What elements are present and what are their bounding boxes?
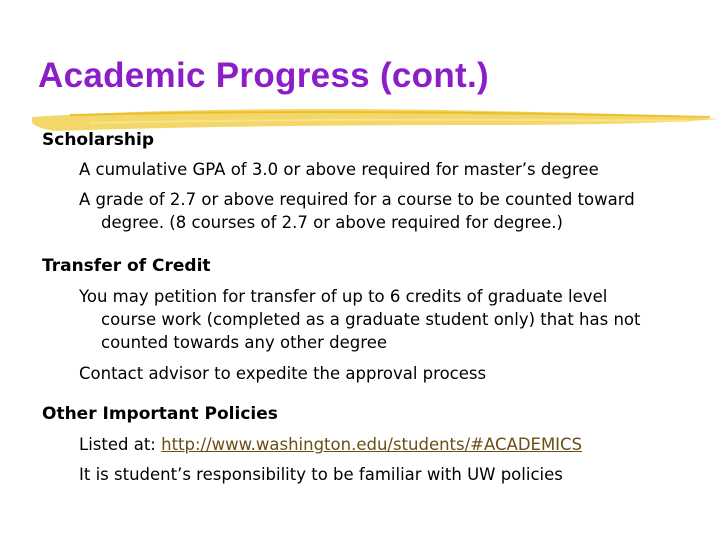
section-heading-transfer-credit: Transfer of Credit: [42, 256, 211, 276]
section-heading-other-policies: Other Important Policies: [42, 404, 278, 424]
slide-title: Academic Progress (cont.): [38, 56, 489, 95]
bullet-line: Contact advisor to expedite the approval process: [79, 364, 487, 383]
bullet-contact-advisor: [79, 362, 486, 385]
bullet-petition-transfer: [79, 285, 640, 354]
section-heading-scholarship: Scholarship: [42, 130, 155, 150]
bullet-prefix: Listed at:: [79, 435, 162, 454]
bullet-line-continued: degree. (8 courses of 2.7 or above required for degree.): [101, 213, 563, 232]
bullet-gpa-requirement: [79, 158, 599, 181]
bullet-line: A grade of 2.7 or above required for a course to be counted toward: [79, 190, 635, 209]
bullet-line-continued: course work (completed as a graduate student only) that has not: [101, 310, 641, 329]
bullet-student-responsibility: [79, 463, 563, 486]
bullet-line: You may petition for transfer of up to 6 credits of graduate level: [79, 287, 608, 306]
bullet-line: A cumulative GPA of 3.0 or above required for master’s degree: [79, 160, 599, 179]
bullet-course-grade: [79, 188, 635, 234]
bullet-line: It is student’s responsibility to be familiar with UW policies: [79, 465, 563, 484]
bullet-line-continued: counted towards any other degree: [101, 333, 388, 352]
bullet-policies-link: [79, 433, 582, 456]
policies-link[interactable]: http://www.washington.edu/students/#ACADEMICS: [161, 435, 583, 454]
